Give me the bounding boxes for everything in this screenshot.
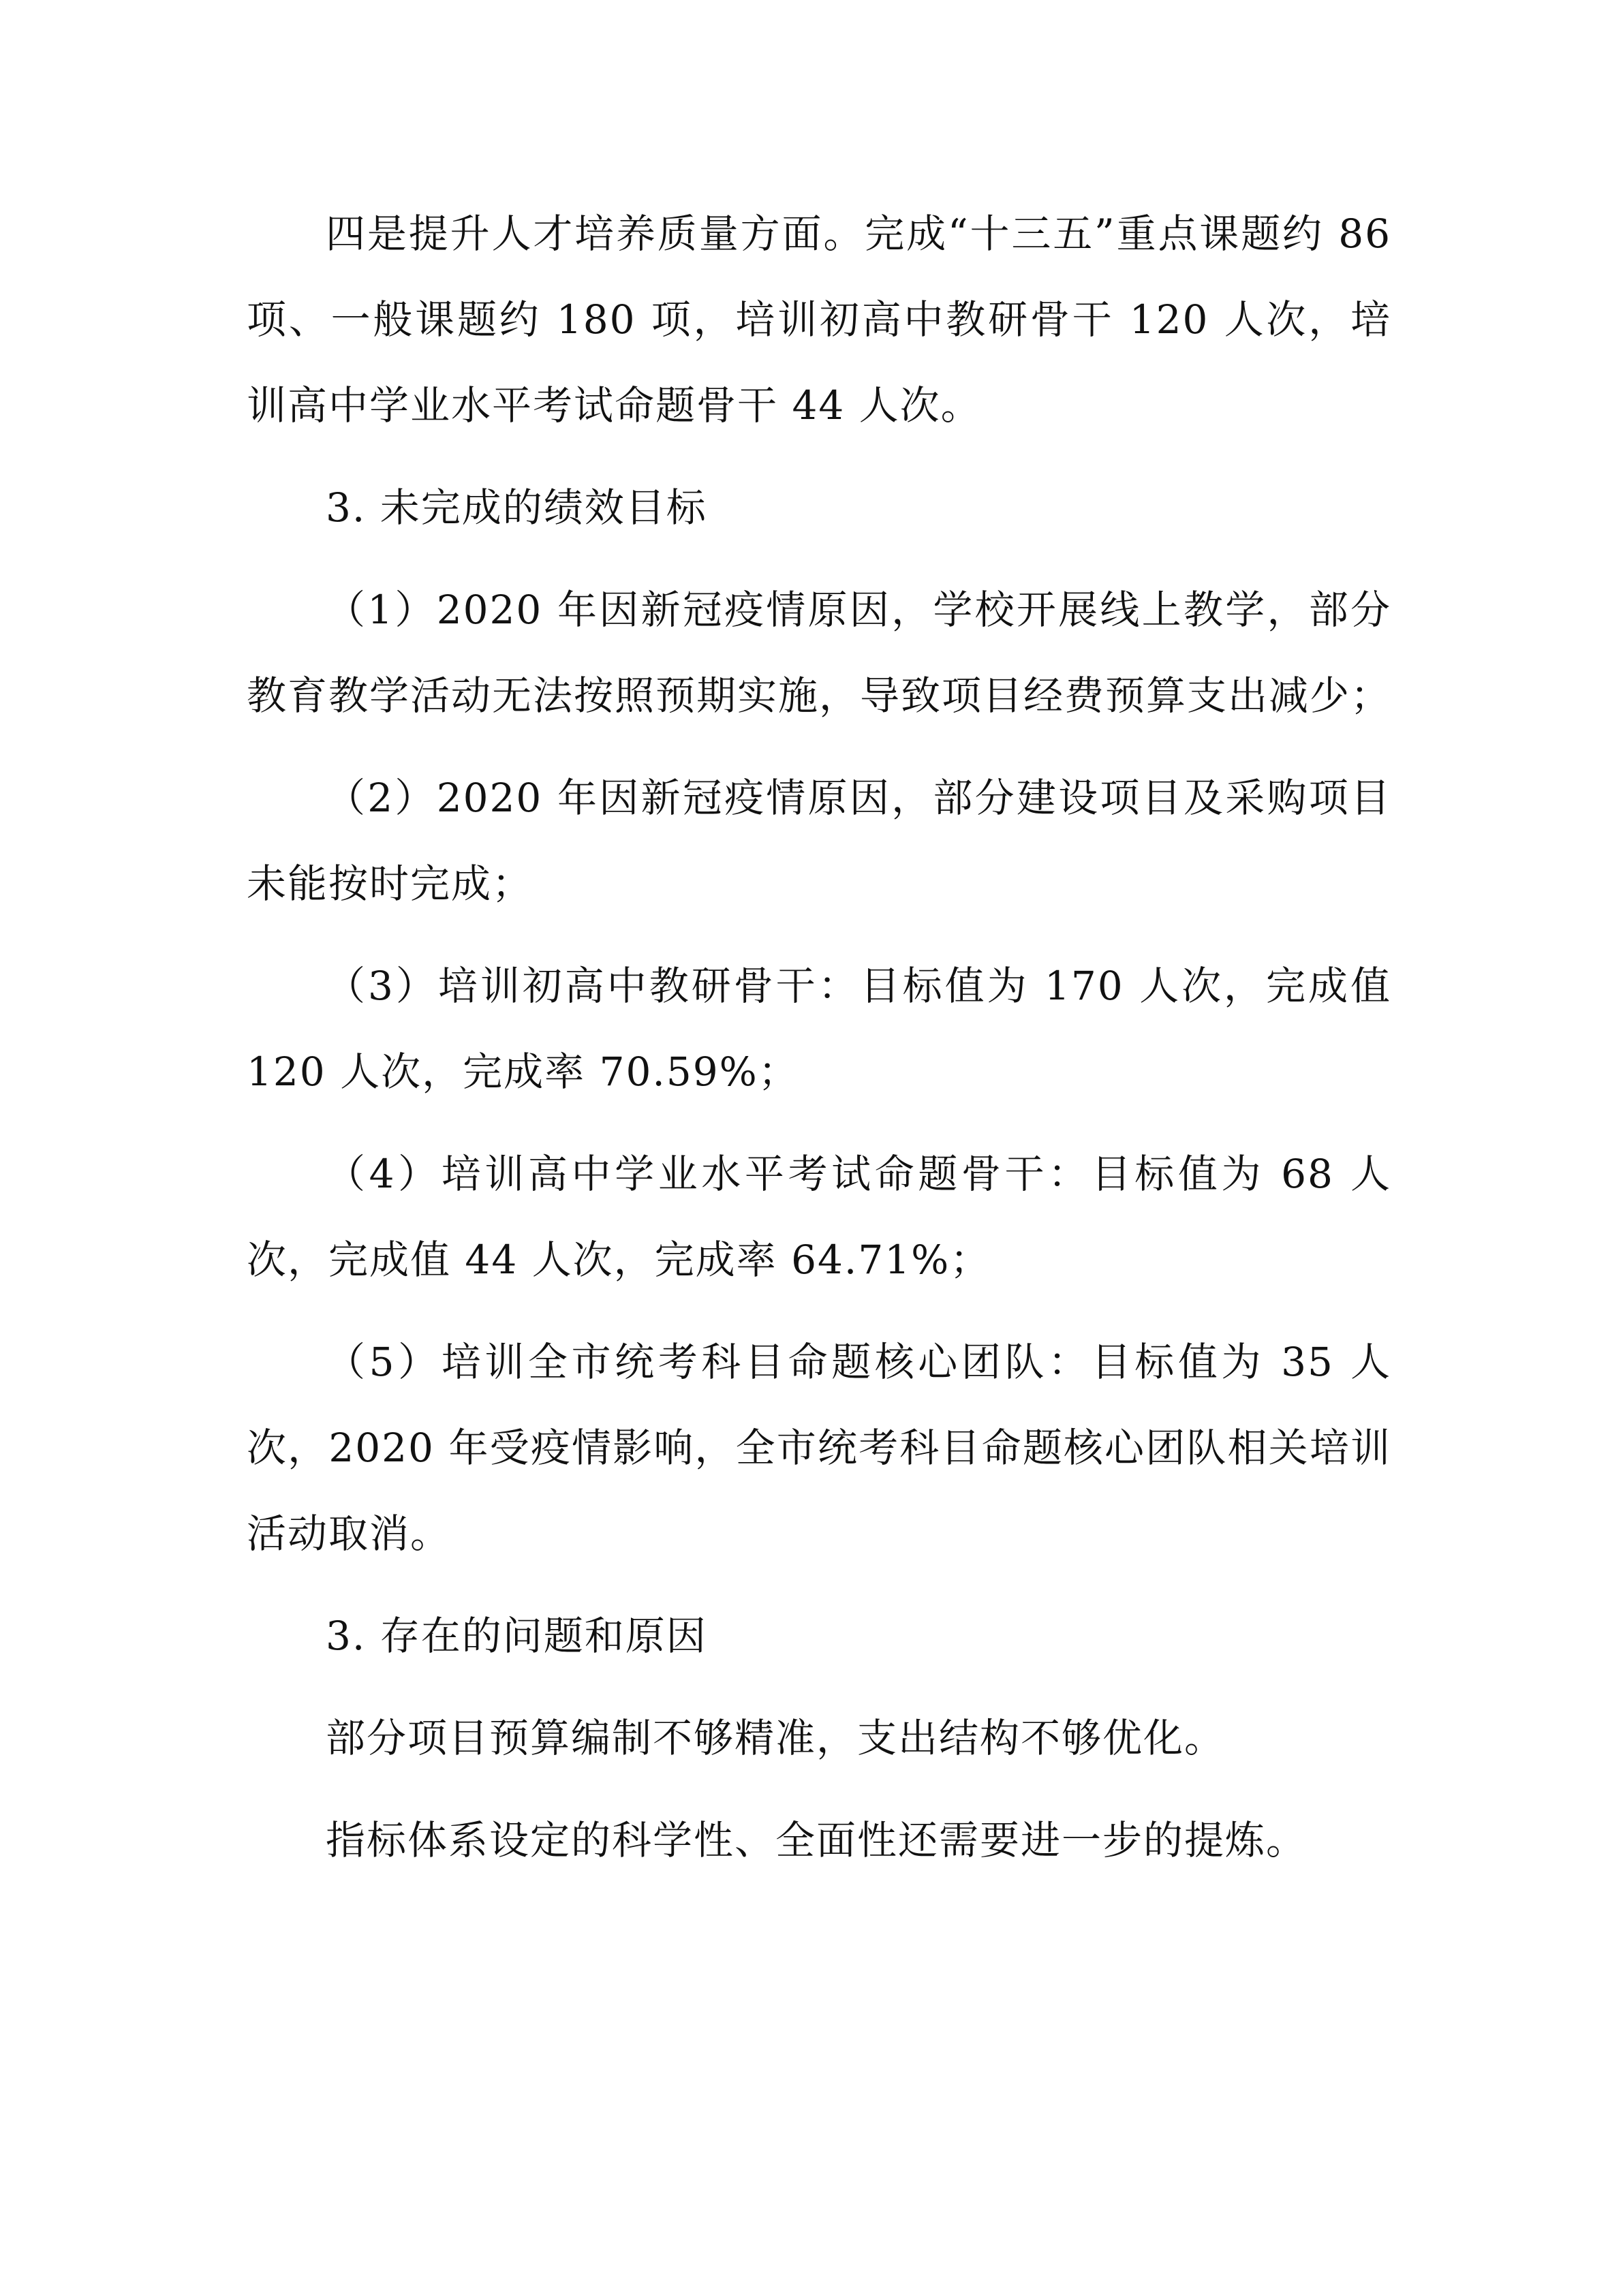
paragraph-indicator-issue: 指标体系设定的科学性、全面性还需要进一步的提炼。	[326, 1817, 1308, 1863]
list-item-4: （4）培训高中学业水平考试命题骨干：目标值为 68 人次，完成值 44 人次，完成率 64.71%；	[247, 1151, 1391, 1283]
list-item-2: （2）2020 年因新冠疫情原因，部分建设项目及采购项目未能按时完成；	[247, 775, 1391, 907]
list-item-5: （5）培训全市统考科目命题核心团队：目标值为 35 人次，2020 年受疫情影响，全市统考科目命题核心团队相关培训活动取消。	[247, 1339, 1391, 1557]
paragraph-budget-issue: 部分项目预算编制不够精准，支出结构不够优化。	[326, 1715, 1226, 1761]
heading-problems-causes: 3. 存在的问题和原因	[326, 1613, 707, 1659]
heading-unfinished-goals: 3. 未完成的绩效目标	[326, 484, 707, 531]
paragraph-talent-cultivation: 四是提升人才培养质量方面。完成“十三五”重点课题约 86 项、一般课题约 180 项，培训初高中教研骨干 120 人次，培训高中学业水平考试命题骨干 44 人次。	[247, 211, 1392, 429]
list-item-3: （3）培训初高中教研骨干：目标值为 170 人次，完成值 120 人次，完成率 70.59%；	[247, 963, 1391, 1095]
document-body	[247, 191, 1391, 1883]
list-item-1: （1）2020 年因新冠疫情原因，学校开展线上教学，部分教育教学活动无法按照预期实施，导致项目经费预算支出减少；	[247, 587, 1392, 719]
